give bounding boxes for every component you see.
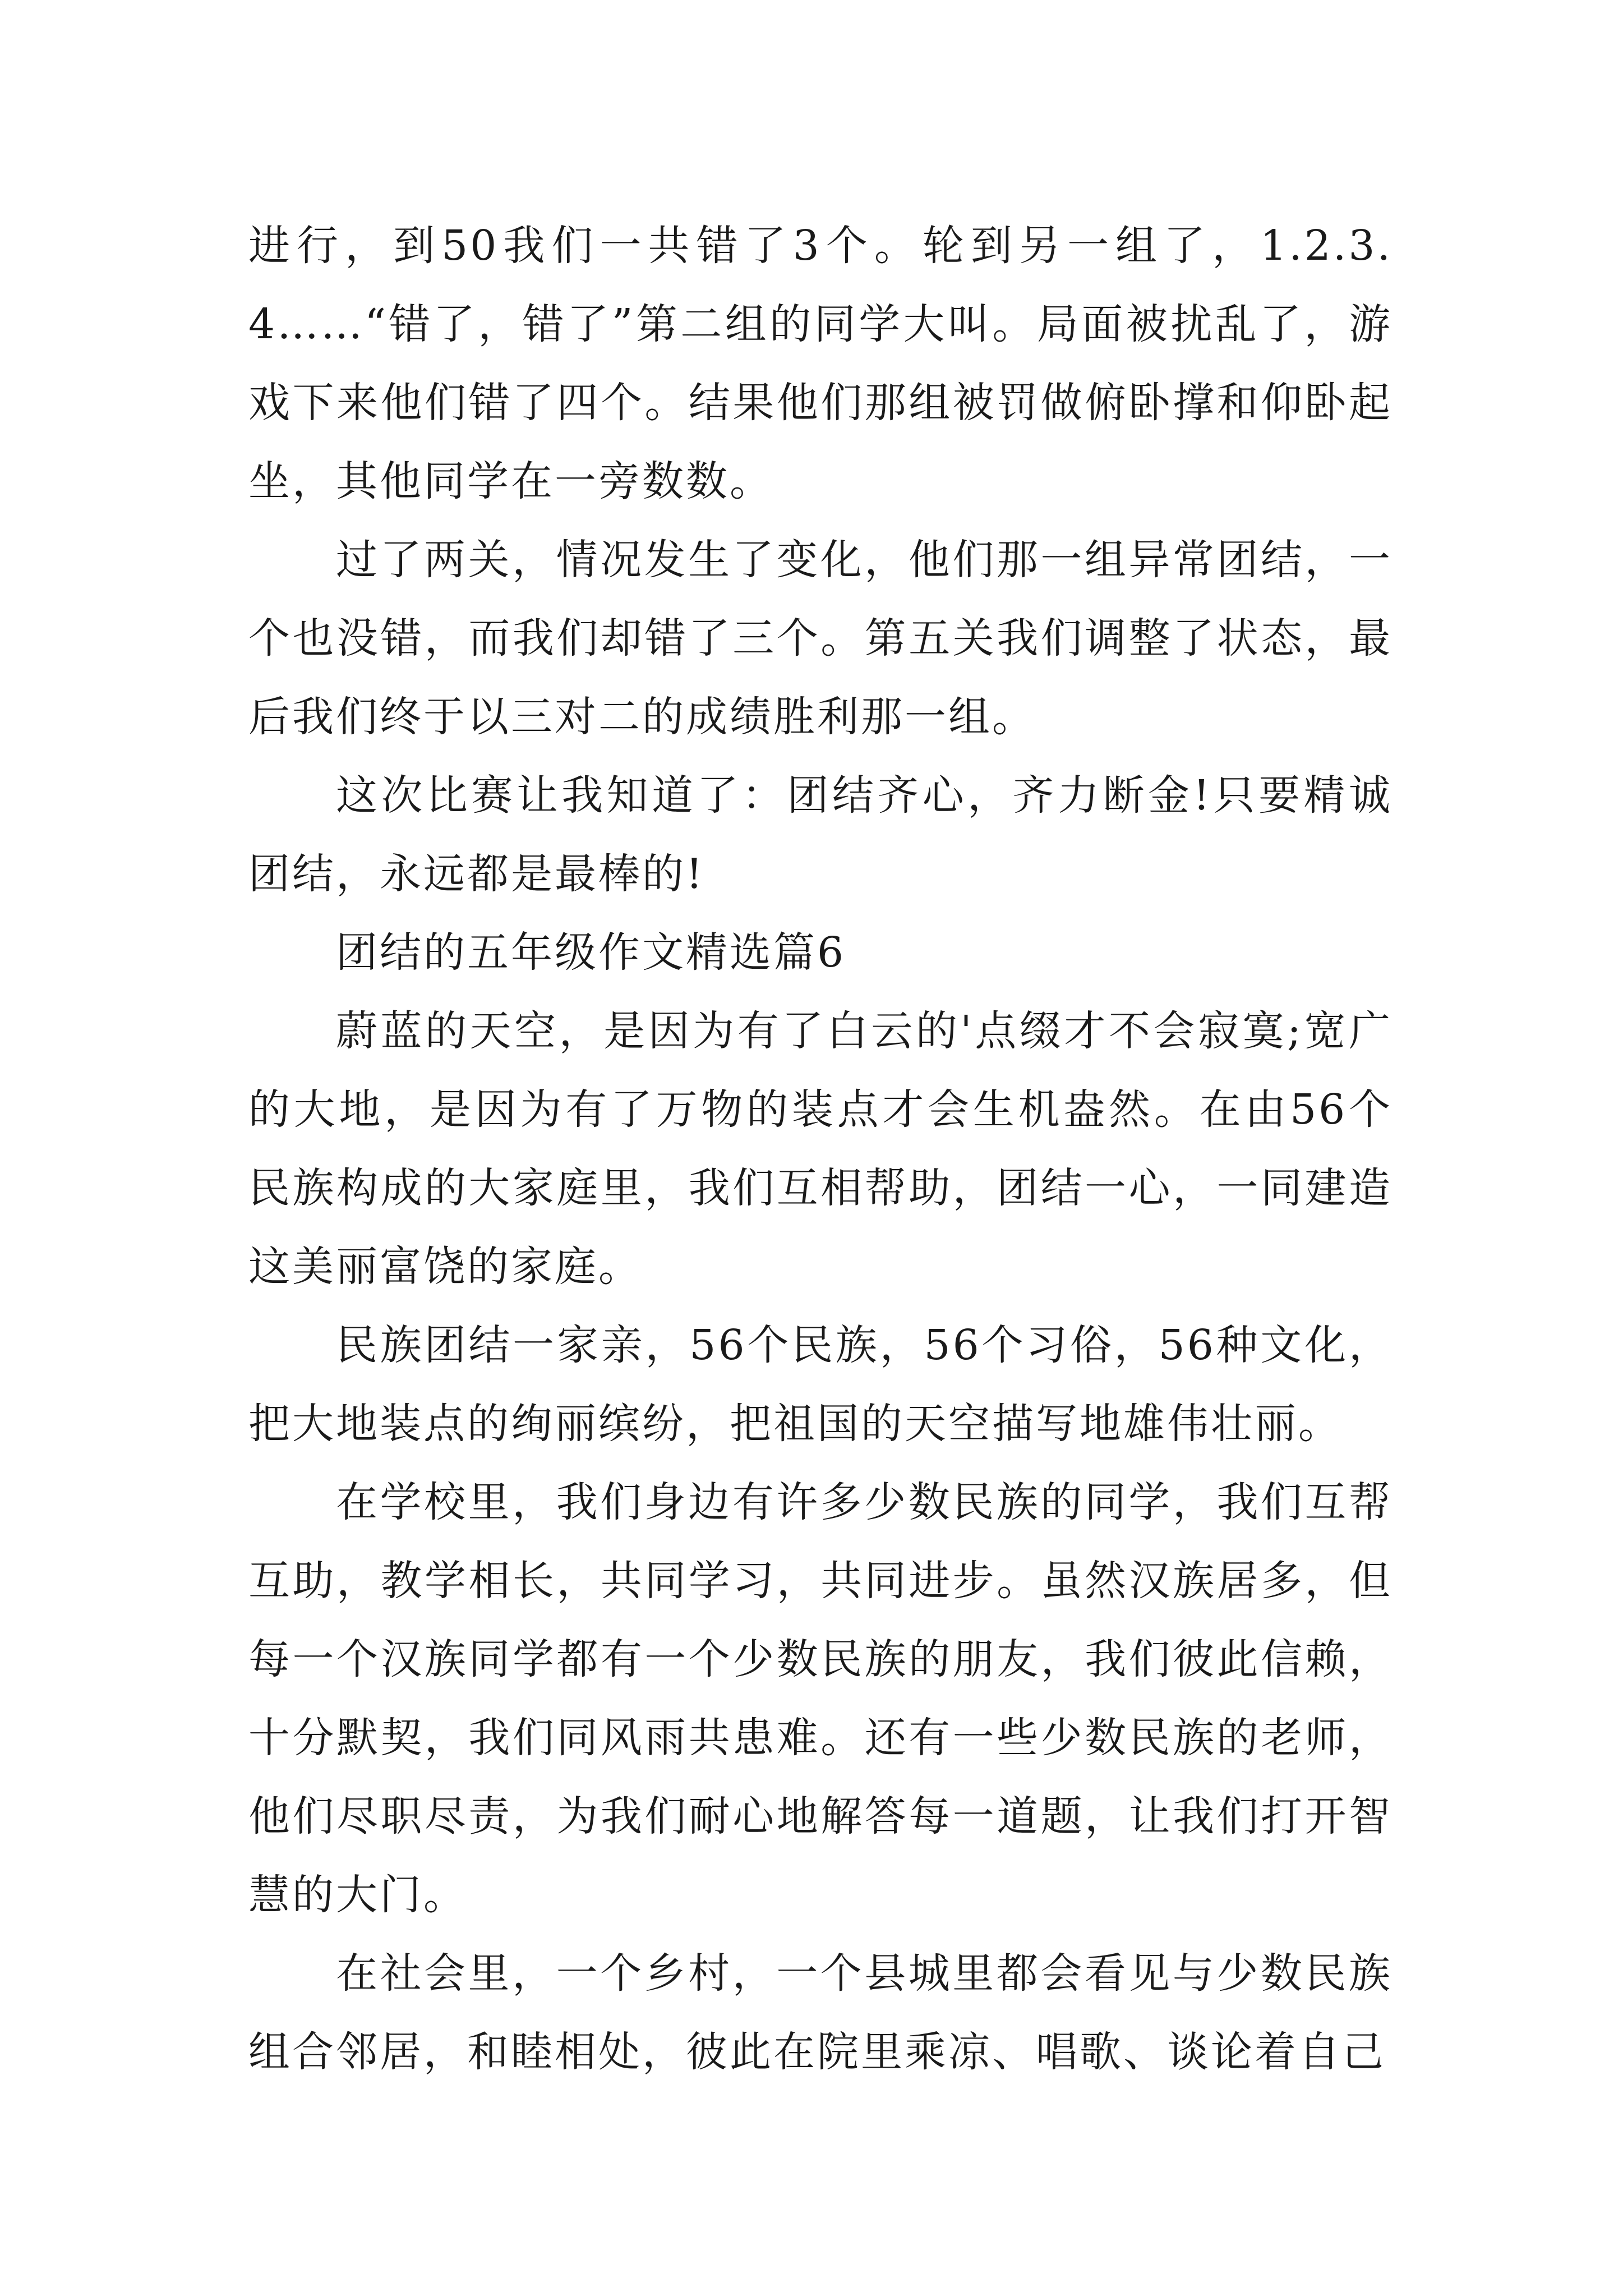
paragraph: 过了两关，情况发生了变化，他们那一组异常团结，一个也没错，而我们却错了三个。第五关我们调整了状态，最后我们终于以三对二的成绩胜利那一组。: [248, 536, 1393, 741]
paragraph: 在学校里，我们身边有许多少数民族的同学，我们互帮互助，教学相长，共同学习，共同进步。虽然汉族居多，但每一个汉族同学都有一个少数民族的朋友，我们彼此信赖，十分默契，我们同风雨共患难。还有一些少数民族的老师，他们尽职尽责，为我们耐心地解答每一道题，让我们打开智慧的大门。: [248, 1478, 1393, 1919]
paragraph: 民族团结一家亲，56个民族，56个习俗，56种文化，把大地装点的绚丽缤纷，把祖国的天空描写地雄伟壮丽。: [248, 1321, 1393, 1448]
section-heading: 团结的五年级作文精选篇6: [336, 928, 846, 977]
paragraph: 在社会里，一个乡村，一个县城里都会看见与少数民族组合邻居，和睦相处，彼此在院里乘凉、唱歌、谈论着自己: [248, 1949, 1393, 2076]
body-text: [248, 206, 1393, 2091]
paragraph: 蔚蓝的天空，是因为有了白云的'点缀才不会寂寞;宽广的大地，是因为有了万物的装点才会生机盎然。在由56个民族构成的大家庭里，我们互相帮助，团结一心，一同建造这美丽富饶的家庭。: [248, 1007, 1393, 1291]
paragraph-continuation: 进行，到50我们一共错了3个。轮到另一组了，1.2.3.4……“错了，错了”第二组的同学大叫。局面被扰乱了，游戏下来他们错了四个。结果他们那组被罚做俯卧撑和仰卧起坐，其他同学在一旁数数。: [248, 222, 1393, 505]
paragraph: 这次比赛让我知道了：团结齐心，齐力断金!只要精诚团结，永远都是最棒的!: [248, 771, 1393, 898]
